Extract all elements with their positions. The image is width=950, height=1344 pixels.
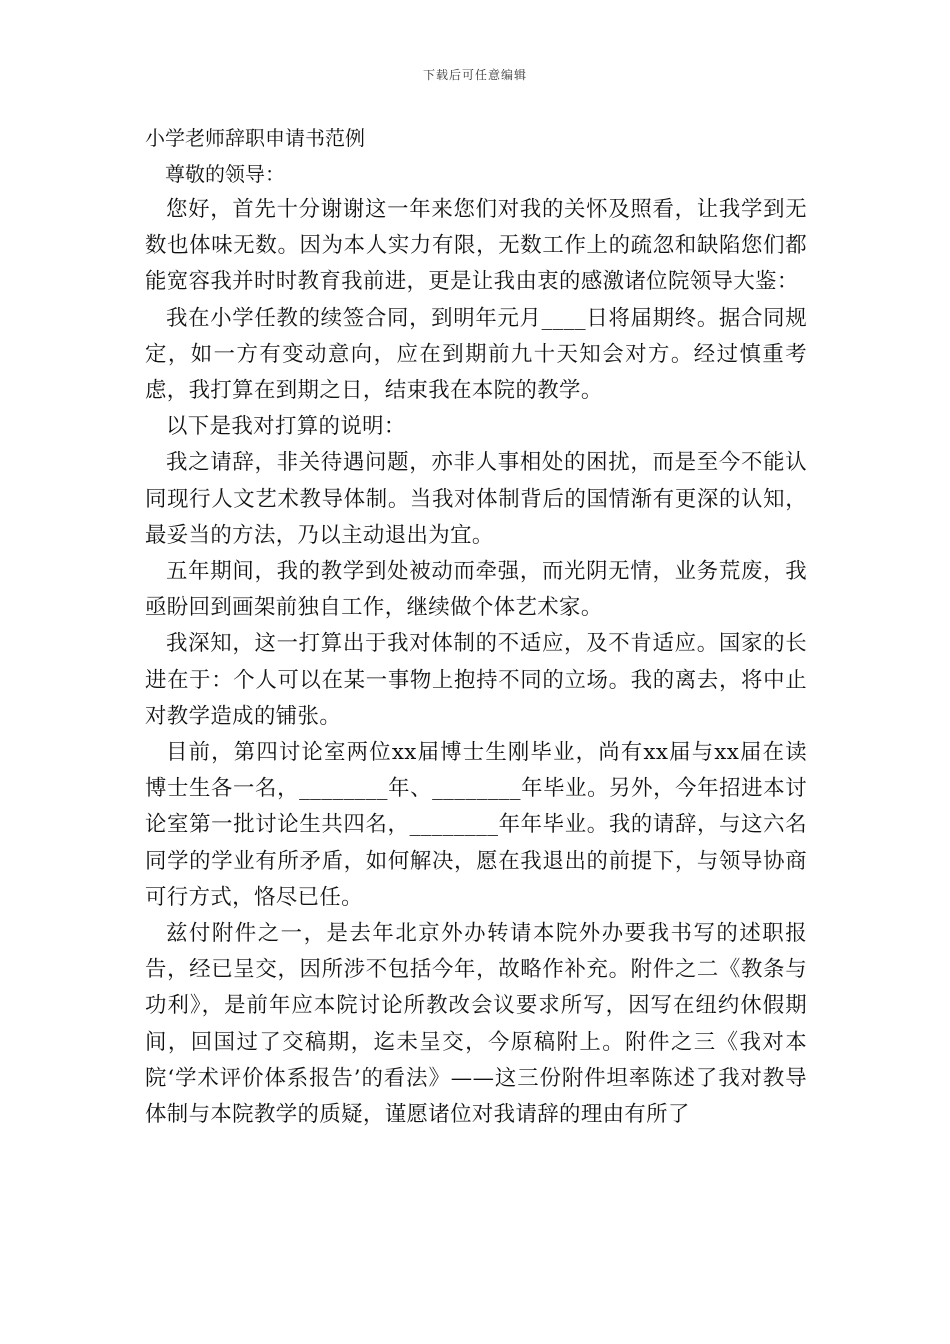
salutation: 尊敬的领导： — [165, 162, 285, 186]
paragraph-attachments: 兹付附件之一，是去年北京外办转请本院外办要我书写的述职报告，经已呈交，因所涉不包括今年，故略作补充。附件之二《教条与功利》，是前年应本院讨论所教改会议要求所写，因写在纽约休假期间，回国过了交稿期，迄未呈交，今原稿附上。附件之三《我对本院‘学术评价体系报告’的看法》——这三份附件坦率陈述了我对教导体制与本院教学的质疑，谨愿诸位对我请辞的理由有所了 — [145, 921, 807, 1128]
page-header-note: 下载后可任意编辑 — [422, 68, 527, 82]
paragraph-reason: 我之请辞，非关待遇问题，亦非人事相处的困扰，而是至今不能认同现行人文艺术教导体制。当我对体制背后的国情渐有更深的认知，最妥当的方法，乃以主动退出为宜。 — [145, 450, 807, 548]
paragraph-greeting: 您好，首先十分谢谢这一年来您们对我的关怀及照看，让我学到无数也体味无数。因为本人实力有限，无数工作上的疏忽和缺陷您们都能宽容我并时时教育我前进，更是让我由衷的感激诸位院领导大鉴： — [145, 197, 807, 295]
paragraph-contract: 我在小学任教的续签合同，到明年元月____日将届期终。据合同规定，如一方有变动意向，应在到期前九十天知会对方。经过慎重考虑，我打算在到期之日，结束我在本院的教学。 — [145, 305, 807, 404]
document-body — [145, 120, 807, 1133]
paragraph-students: 目前，第四讨论室两位xx届博士生刚毕业，尚有xx届与xx届在读博士生各一名，________年、________年毕业。另外，今年招进本讨论室第一批讨论生共四名，________年年毕业。我的请辞，与这六名同学的学业有所矛盾，如何解决，愿在我退出的前提下，与领导协商可行方式，恪尽已任。 — [145, 740, 807, 910]
paragraph-awareness: 我深知，这一打算出于我对体制的不适应，及不肯适应。国家的长进在于：个人可以在某一事物上抱持不同的立场。我的离去，将中止对教学造成的铺张。 — [145, 631, 807, 729]
document-title: 小学老师辞职申请书范例 — [145, 126, 365, 150]
paragraph-five-years: 五年期间，我的教学到处被动而牵强，而光阴无情，业务荒废，我亟盼回到画架前独自工作，继续做个体艺术家。 — [145, 559, 807, 621]
paragraph-intro: 以下是我对打算的说明： — [166, 414, 406, 440]
